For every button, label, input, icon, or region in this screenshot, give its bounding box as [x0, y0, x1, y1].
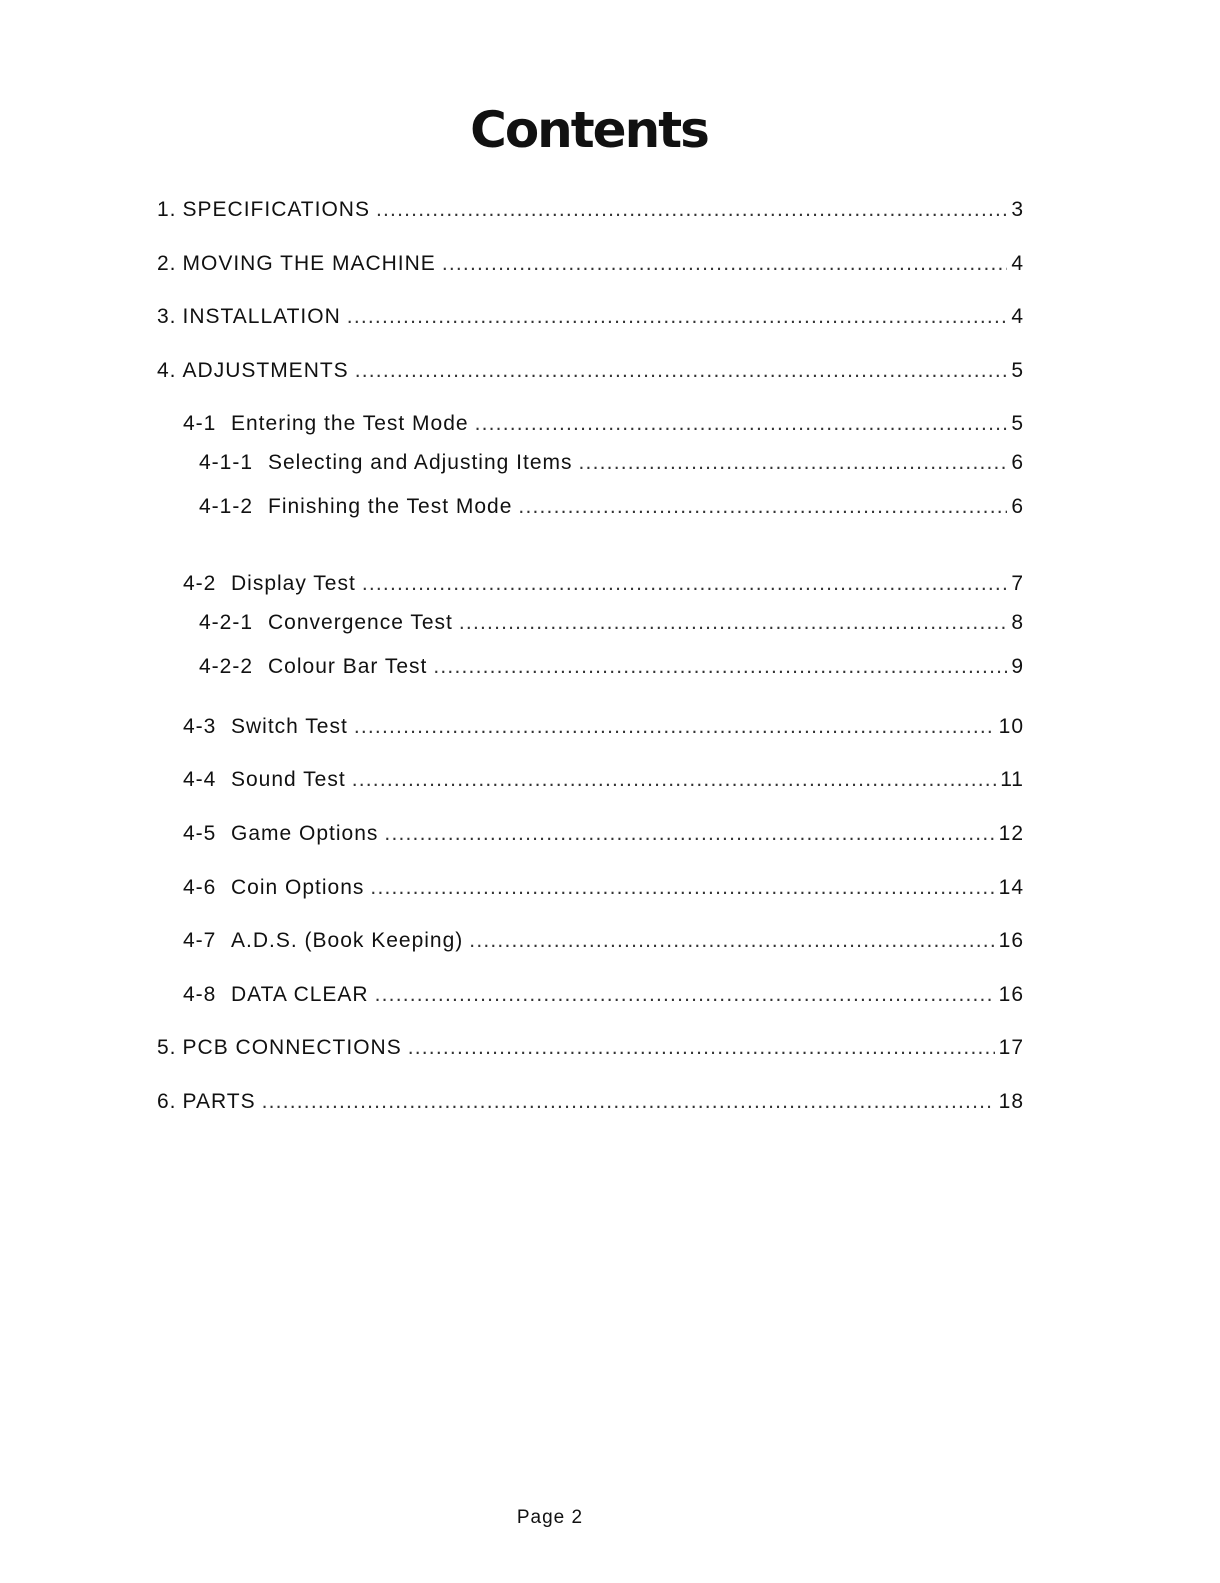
toc-entry-label: Switch Test — [231, 715, 348, 738]
toc-entry-number: 4-2-1 — [199, 611, 254, 634]
toc-entry-label: DATA CLEAR — [231, 983, 369, 1006]
toc-dot-leader — [370, 874, 994, 902]
toc-entry-page: 17 — [998, 1036, 1024, 1059]
toc-entry-number: 4-6 — [183, 876, 217, 899]
toc-entry-page: 6 — [1011, 451, 1024, 474]
toc-entry-number: 4-5 — [183, 822, 217, 845]
toc-entry-page: 4 — [1011, 252, 1024, 275]
toc-entry-label: PCB CONNECTIONS — [182, 1036, 402, 1059]
page-title: Contents — [470, 101, 708, 159]
toc-dot-leader — [362, 570, 1007, 598]
toc-entry — [199, 609, 1024, 637]
toc-entry-page: 16 — [998, 929, 1024, 952]
toc-entry-label: Selecting and Adjusting Items — [268, 451, 573, 474]
toc-dot-leader — [375, 981, 995, 1009]
toc-entry-page: 10 — [998, 715, 1024, 738]
toc-entry-page: 14 — [998, 876, 1024, 899]
toc-entry — [199, 493, 1024, 521]
toc-entry-page: 16 — [998, 983, 1024, 1006]
toc-entry-number: 4-8 — [183, 983, 217, 1006]
toc-entry-number: 4-2-2 — [199, 655, 254, 678]
toc-entry — [183, 820, 1024, 848]
toc-entry-label: PARTS — [182, 1090, 256, 1113]
toc-entry-page: 3 — [1011, 198, 1024, 221]
toc-entry — [157, 196, 1024, 224]
toc-entry-page: 5 — [1011, 412, 1024, 435]
toc-entry-label: Finishing the Test Mode — [268, 495, 513, 518]
toc-dot-leader — [475, 410, 1008, 438]
toc-entry-label: A.D.S. (Book Keeping) — [231, 929, 464, 952]
toc-entry — [183, 410, 1024, 438]
toc-dot-leader — [433, 653, 1007, 681]
toc-entry-page: 8 — [1011, 611, 1024, 634]
toc-entry-page: 18 — [998, 1090, 1024, 1113]
toc-entry-number: 4-1-2 — [199, 495, 254, 518]
toc-entry-label: ADJUSTMENTS — [182, 359, 349, 382]
toc-entry-number: 4-2 — [183, 572, 217, 595]
toc-entry-page: 11 — [1000, 768, 1024, 791]
toc-entry-number: 3. — [157, 305, 177, 328]
toc-entry-number: 4-1-1 — [199, 451, 254, 474]
toc-entry-label: Convergence Test — [268, 611, 453, 634]
toc-entry-page: 9 — [1011, 655, 1024, 678]
toc-dot-leader — [354, 713, 995, 741]
toc-dot-leader — [384, 820, 994, 848]
toc-entry-label: Game Options — [231, 822, 379, 845]
toc-entry-number: 1. — [157, 198, 177, 221]
toc-entry-number: 6. — [157, 1090, 177, 1113]
toc-entry — [199, 653, 1024, 681]
toc-entry — [183, 981, 1024, 1009]
toc-entry — [199, 449, 1024, 477]
toc-dot-leader — [408, 1034, 995, 1062]
toc-entry-number: 4-3 — [183, 715, 217, 738]
toc-dot-leader — [459, 609, 1007, 637]
toc-dot-leader — [262, 1088, 995, 1116]
toc-dot-leader — [469, 927, 994, 955]
toc-dot-leader — [352, 766, 996, 794]
toc-entry-page: 4 — [1011, 305, 1024, 328]
toc-entry-label: SPECIFICATIONS — [182, 198, 370, 221]
toc-dot-leader — [442, 250, 1008, 278]
toc-dot-leader — [518, 493, 1007, 521]
toc-entry — [183, 874, 1024, 902]
toc-entry-label: INSTALLATION — [182, 305, 341, 328]
toc-entry-number: 4-1 — [183, 412, 217, 435]
toc-entry-label: Sound Test — [231, 768, 346, 791]
toc-entry-number: 4-7 — [183, 929, 217, 952]
toc-entry — [183, 927, 1024, 955]
toc-entry-page: 12 — [998, 822, 1024, 845]
toc-entry — [157, 1088, 1024, 1116]
toc-entry-page: 5 — [1011, 359, 1024, 382]
toc-entry-page: 6 — [1011, 495, 1024, 518]
toc-entry-label: Colour Bar Test — [268, 655, 428, 678]
toc-entry-number: 5. — [157, 1036, 177, 1059]
toc-dot-leader — [579, 449, 1008, 477]
toc-entry — [157, 357, 1024, 385]
toc-entry — [157, 250, 1024, 278]
page-number-footer: Page 2 — [516, 1507, 584, 1528]
toc-entry-page: 7 — [1011, 572, 1024, 595]
toc-entry — [157, 1034, 1024, 1062]
toc-entry-number: 4-4 — [183, 768, 217, 791]
toc-entry — [157, 303, 1024, 331]
toc-entry-label: Coin Options — [231, 876, 365, 899]
toc-entry — [183, 570, 1024, 598]
toc-dot-leader — [347, 303, 1008, 331]
toc-entry-label: Display Test — [231, 572, 356, 595]
toc-entry-label: MOVING THE MACHINE — [182, 252, 436, 275]
toc-entry — [183, 713, 1024, 741]
toc-dot-leader — [376, 196, 1007, 224]
toc-entry-number: 2. — [157, 252, 177, 275]
toc-entry-label: Entering the Test Mode — [231, 412, 469, 435]
toc-entry — [183, 766, 1024, 794]
toc-dot-leader — [355, 357, 1008, 385]
toc-entry-number: 4. — [157, 359, 177, 382]
